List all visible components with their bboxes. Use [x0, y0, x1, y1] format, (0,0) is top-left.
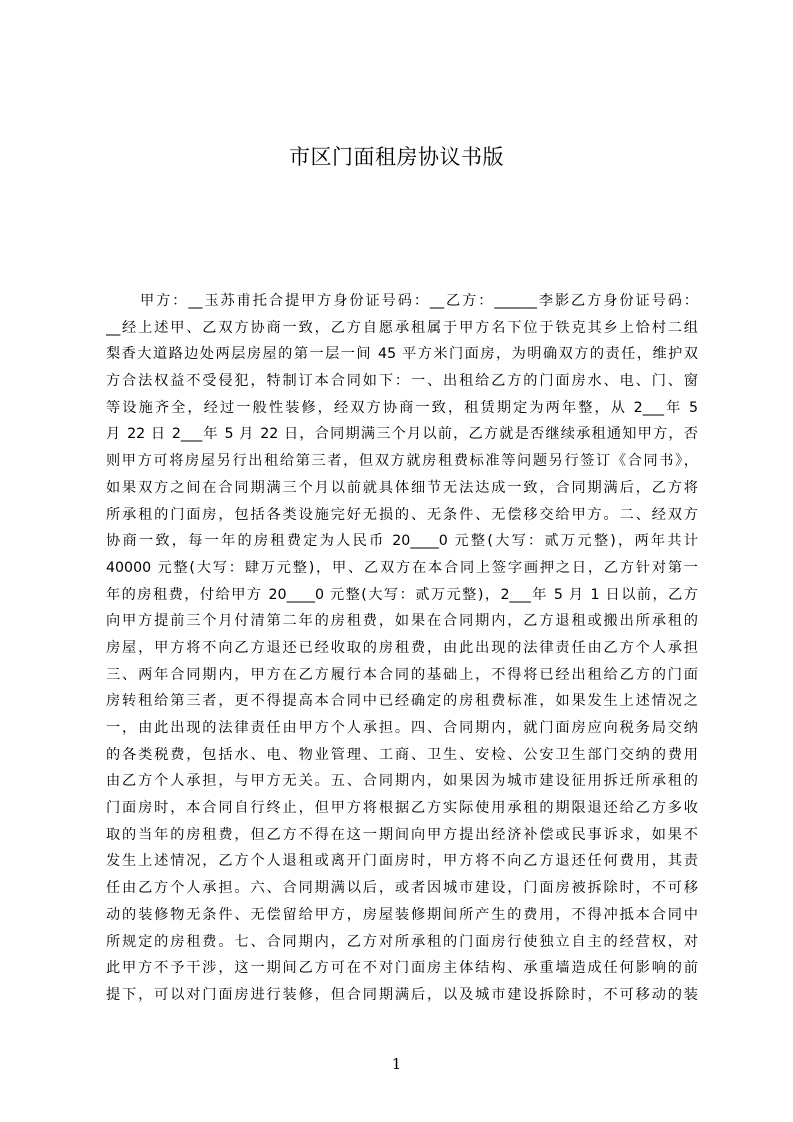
body-line: 房屋，甲方将不向乙方退还已经收取的房租费，由此出现的法律责任由乙方个人承担 [106, 639, 698, 656]
body-line: 月 22 日 2___年 5 月 22 日，合同期满三个月以前，乙方就是否继续承租通知甲方，否 [106, 426, 698, 443]
body-line: 方合法权益不受侵犯，特制订本合同如下：一、出租给乙方的门面房水、电、门、窗 [106, 373, 698, 390]
body-line: 发生上述情况，乙方个人退租或离开门面房时，甲方将不向乙方退还任何费用，其责 [106, 853, 698, 870]
body-line: 三、两年合同期内，甲方在乙方履行本合同的基础上，不得将已经出租给乙方的门面 [106, 666, 698, 683]
body-line: 门面房时，本合同自行终止，但甲方将根据乙方实际使用承租的期限退还给乙方多收 [106, 800, 698, 817]
body-line: 所承租的门面房，包括各类设施完好无损的、无条件、无偿移交给甲方。二、经双方 [106, 506, 698, 523]
body-line: 年的房租费，付给甲方 20____0 元整(大写：贰万元整)，2___年 5 月 1 日以前，乙方 [106, 586, 698, 603]
body-line: 的各类税费，包括水、电、物业管理、工商、卫生、安检、公安卫生部门交纳的费用 [106, 746, 698, 763]
body-line: 梨香大道路边处两层房屋的第一层一间 45 平方米门面房，为明确双方的责任，维护双 [106, 346, 698, 363]
body-line: 等设施齐全，经过一般性装修，经双方协商一致，租赁期定为两年整，从 2___年 5 [106, 399, 698, 416]
page-number: 1 [391, 1055, 402, 1073]
body-line: 协商一致，每一年的房租费定为人民币 20____0 元整(大写：贰万元整)，两年共计 [106, 533, 698, 550]
body-line: 提下，可以对门面房进行装修，但合同期满后，以及城市建设拆除时，不可移动的装 [106, 986, 698, 1003]
document-title: 市区门面租房协议书版 [289, 145, 504, 169]
body-line: 向甲方提前三个月付清第二年的房租费，如果在合同期内，乙方退租或搬出所承租的 [106, 613, 698, 630]
body-line: 40000 元整(大写：肆万元整)，甲、乙双方在本合同上签字画押之日，乙方针对第一 [106, 559, 698, 576]
body-line: 甲方：__玉苏甫托合提甲方身份证号码：__乙方：______李影乙方身份证号码： [140, 293, 698, 309]
body-line: 所规定的房租费。七、合同期内，乙方对所承租的门面房行使独立自主的经营权，对 [106, 933, 698, 950]
body-line: 如果双方之间在合同期满三个月以前就具体细节无法达成一致，合同期满后，乙方将 [106, 479, 698, 496]
body-line: 任由乙方个人承担。六、合同期满以后，或者因城市建设，门面房被拆除时，不可移 [106, 880, 698, 897]
body-line: 取的当年的房租费，但乙方不得在这一期间向甲方提出经济补偿或民事诉求，如果不 [106, 826, 698, 843]
body-line: 房转租给第三者，更不得提高本合同中已经确定的房租费标准，如果发生上述情况之 [106, 693, 698, 710]
body-line: 此甲方不予干涉，这一期间乙方可在不对门面房主体结构、承重墙造成任何影响的前 [106, 960, 698, 977]
body-line: __经上述甲、乙双方协商一致，乙方自愿承租属于甲方名下位于铁克其乡上恰村二组 [106, 319, 698, 336]
document-body [106, 288, 698, 1009]
body-line: 则甲方可将房屋另行出租给第三者，但双方就房租费标准等问题另行签订《合同书》， [106, 453, 698, 470]
body-line: 由乙方个人承担，与甲方无关。五、合同期内，如果因为城市建设征用拆迁所承租的 [106, 773, 698, 790]
body-line: 一，由此出现的法律责任由甲方个人承担。四、合同期内，就门面房应向税务局交纳 [106, 720, 698, 736]
body-line: 动的装修物无条件、无偿留给甲方，房屋装修期间所产生的费用，不得冲抵本合同中 [106, 906, 698, 923]
